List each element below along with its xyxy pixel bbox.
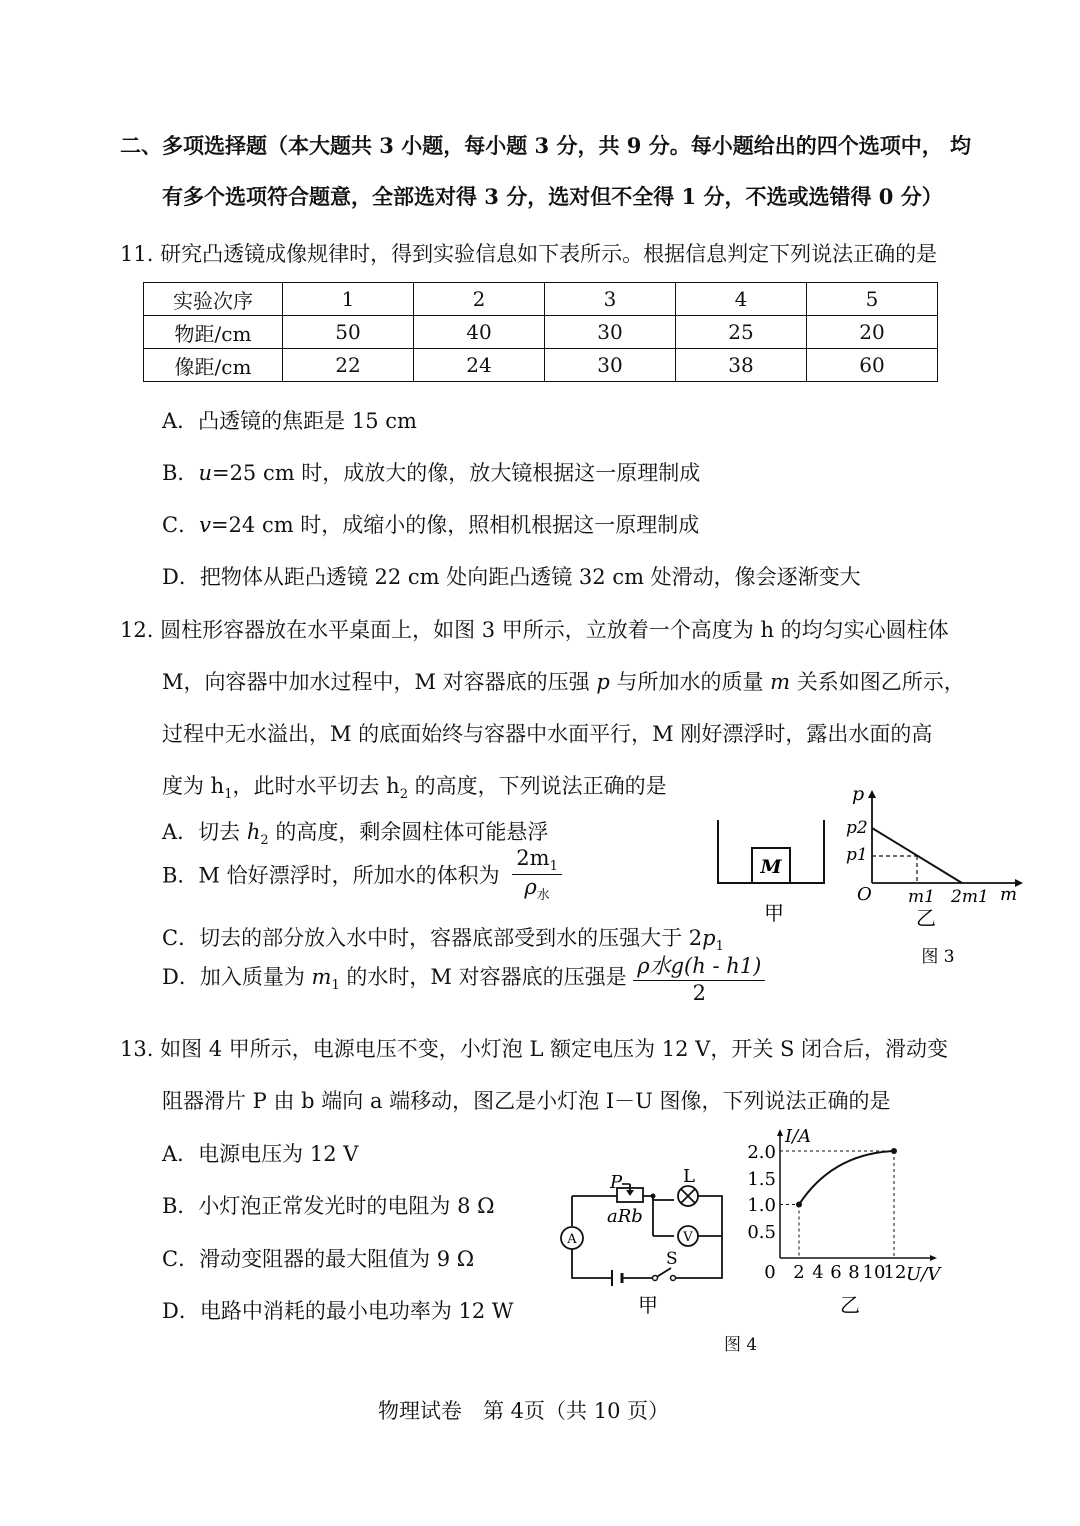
q13-stem-line2: 阻器滑片 P 由 b 端向 a 端移动，图乙是小灯泡 I－U 图像，下列说法正确的是 bbox=[162, 1089, 891, 1113]
var-m: m bbox=[770, 670, 791, 694]
table-row bbox=[144, 283, 938, 316]
subscript: 水 bbox=[536, 888, 550, 904]
q13-option-a: A．电源电压为 12 V bbox=[162, 1142, 359, 1166]
text: 度为 h bbox=[162, 774, 225, 798]
text: A．切去 bbox=[162, 820, 247, 844]
curve-start-point bbox=[796, 1202, 802, 1208]
numerator bbox=[512, 846, 562, 875]
tick-p1: p1 bbox=[846, 845, 868, 865]
text: M，向容器中加水过程中，M 对容器底的压强 bbox=[162, 670, 597, 694]
q12-stem-line4 bbox=[162, 770, 667, 802]
figure-3 bbox=[700, 780, 1030, 980]
page-footer: 物理试卷 第 4页（共 10 页） bbox=[378, 1399, 670, 1423]
var-p: p bbox=[596, 670, 610, 694]
subscript: 1 bbox=[549, 859, 558, 875]
y-tick-1.0: 1.0 bbox=[747, 1195, 776, 1216]
table-cell: 5 bbox=[807, 283, 938, 316]
x-tick-8: 8 bbox=[848, 1262, 860, 1283]
fraction bbox=[512, 846, 562, 903]
q11-option-d: D．把物体从距凸透镜 22 cm 处向距凸透镜 32 cm 处滑动，像会逐渐变大 bbox=[162, 565, 861, 589]
option-text: =25 cm 时，成放大的像，放大镜根据这一原理制成 bbox=[211, 461, 701, 485]
text: D．加入质量为 bbox=[162, 965, 312, 990]
q12-stem-line3: 过程中无水溢出，M 的底面始终与容器中水面平行，M 刚好漂浮时，露出水面的高 bbox=[162, 722, 933, 746]
container-diagram bbox=[718, 820, 824, 925]
y-axis-label: I/A bbox=[785, 1126, 812, 1147]
subscript: 1 bbox=[224, 787, 233, 803]
denominator: 2 bbox=[692, 981, 706, 1005]
table-cell: 60 bbox=[807, 349, 938, 382]
y-tick-1.5: 1.5 bbox=[747, 1169, 776, 1190]
table-cell: 50 bbox=[283, 316, 414, 349]
table-cell: 30 bbox=[545, 316, 676, 349]
q13-option-d: D．电路中消耗的最小电功率为 12 W bbox=[162, 1299, 514, 1323]
q11-option-b bbox=[162, 457, 700, 487]
subscript: 2 bbox=[399, 787, 408, 803]
text: 的水时，M 对容器底的压强是 bbox=[339, 965, 627, 990]
tick-m1: m1 bbox=[908, 887, 935, 907]
curve-end-point bbox=[891, 1148, 897, 1154]
q11-stem: 11. 研究凸透镜成像规律时，得到实验信息如下表所示。根据信息判定下列说法正确的是 bbox=[120, 242, 938, 266]
axis-m: m bbox=[1000, 884, 1018, 905]
box-label: M bbox=[760, 856, 782, 878]
label-arb: aRb bbox=[607, 1206, 643, 1227]
table-cell: 2 bbox=[414, 283, 545, 316]
ammeter-label: A bbox=[567, 1232, 577, 1247]
q11-option-c bbox=[162, 509, 699, 539]
var-v: v bbox=[199, 513, 211, 537]
numerator: ρ水g(h - h1) bbox=[633, 950, 765, 981]
q11-option-a: A．凸透镜的焦距是 15 cm bbox=[162, 409, 417, 433]
text: 关系如图乙所示， bbox=[790, 670, 965, 694]
table-cell: 像距/cm bbox=[144, 349, 283, 382]
text: ，此时水平切去 h bbox=[232, 774, 400, 798]
option-letter: C． bbox=[162, 513, 200, 537]
section-heading-line2: 有多个选项符合题意，全部选对得 3 分，选对但不全得 1 分，不选或选错得 0 分） bbox=[162, 184, 943, 209]
x-tick-2: 2 bbox=[793, 1262, 805, 1283]
q12-stem-line2 bbox=[162, 666, 965, 696]
subscript: 1 bbox=[715, 939, 724, 955]
rho: ρ bbox=[524, 875, 537, 900]
tick-p2: p2 bbox=[846, 818, 868, 838]
x-tick-4: 4 bbox=[812, 1262, 824, 1283]
table-cell: 1 bbox=[283, 283, 414, 316]
q11-table bbox=[143, 282, 938, 382]
text: 的高度，下列说法正确的是 bbox=[407, 774, 667, 798]
iu-curve bbox=[799, 1151, 894, 1205]
y-tick-0.5: 0.5 bbox=[747, 1222, 776, 1243]
label-s: S bbox=[666, 1249, 678, 1269]
table-cell: 22 bbox=[283, 349, 414, 382]
q13-option-b: B．小灯泡正常发光时的电阻为 8 Ω bbox=[162, 1194, 495, 1218]
label-p: P bbox=[610, 1172, 623, 1193]
y-tick-2.0: 2.0 bbox=[747, 1142, 776, 1163]
table-row bbox=[144, 316, 938, 349]
option-text: =24 cm 时，成缩小的像，照相机根据这一原理制成 bbox=[210, 513, 700, 537]
var-u: u bbox=[198, 461, 212, 485]
x-tick-12: 12 bbox=[883, 1262, 907, 1283]
text: C．切去的部分放入水中时，容器底部受到水的压强大于 2 bbox=[162, 926, 703, 950]
q13-option-c: C．滑动变阻器的最大阻值为 9 Ω bbox=[162, 1247, 475, 1271]
axis-p: p bbox=[852, 783, 865, 805]
q13-stem-line1: 13. 如图 4 甲所示，电源电压不变，小灯泡 L 额定电压为 12 V，开关 S 闭合后，滑动变 bbox=[120, 1037, 949, 1061]
fig4-caption: 图 4 bbox=[724, 1335, 758, 1355]
x-tick-0: 0 bbox=[764, 1262, 776, 1283]
var-h: h bbox=[246, 820, 261, 844]
q12-option-d bbox=[162, 950, 765, 1005]
voltmeter-label: V bbox=[683, 1230, 693, 1245]
fig4-yi: 乙 bbox=[840, 1293, 860, 1317]
figure-4-graph bbox=[730, 1118, 960, 1318]
fig4-jia: 甲 bbox=[638, 1293, 658, 1317]
section-heading-line1: 二、多项选择题（本大题共 3 小题，每小题 3 分，共 9 分。每小题给出的四个选项中， 均 bbox=[120, 133, 972, 158]
var-m: m bbox=[311, 965, 332, 990]
option-letter: B． bbox=[162, 461, 199, 485]
text: 与所加水的质量 bbox=[609, 670, 771, 694]
table-cell: 4 bbox=[676, 283, 807, 316]
fig3-caption: 图 3 bbox=[921, 947, 955, 967]
table-cell: 24 bbox=[414, 349, 545, 382]
q12-option-a bbox=[162, 816, 548, 848]
table-cell: 3 bbox=[545, 283, 676, 316]
fig3-yi: 乙 bbox=[916, 906, 936, 930]
origin: O bbox=[857, 884, 872, 905]
text: 2m bbox=[516, 846, 550, 870]
denominator bbox=[512, 875, 562, 903]
table-row bbox=[144, 349, 938, 382]
table-cell: 30 bbox=[545, 349, 676, 382]
label-l: L bbox=[683, 1166, 695, 1187]
x-tick-6: 6 bbox=[830, 1262, 842, 1283]
subscript: 1 bbox=[331, 978, 340, 994]
subscript: 2 bbox=[260, 833, 269, 849]
table-cell: 40 bbox=[414, 316, 545, 349]
var-p: p bbox=[702, 926, 716, 950]
text: B．M 恰好漂浮时，所加水的体积为 bbox=[162, 863, 500, 888]
q12-stem-line1: 12. 圆柱形容器放在水平桌面上，如图 3 甲所示，立放着一个高度为 h 的均匀实心圆柱体 bbox=[120, 618, 949, 642]
fig3-jia: 甲 bbox=[764, 901, 784, 925]
x-axis-label: U/V bbox=[906, 1264, 941, 1285]
figure-4-circuit bbox=[550, 1160, 740, 1320]
table-cell: 25 bbox=[676, 316, 807, 349]
pm-graph bbox=[846, 783, 1023, 930]
text bbox=[162, 965, 627, 994]
table-cell: 20 bbox=[807, 316, 938, 349]
text: 的高度，剩余圆柱体可能悬浮 bbox=[268, 820, 549, 844]
table-cell: 物距/cm bbox=[144, 316, 283, 349]
table-cell: 38 bbox=[676, 349, 807, 382]
tick-2m1: 2m1 bbox=[951, 887, 989, 907]
x-tick-10: 10 bbox=[862, 1262, 886, 1283]
table-cell: 实验次序 bbox=[144, 283, 283, 316]
q12-option-b bbox=[162, 846, 562, 903]
